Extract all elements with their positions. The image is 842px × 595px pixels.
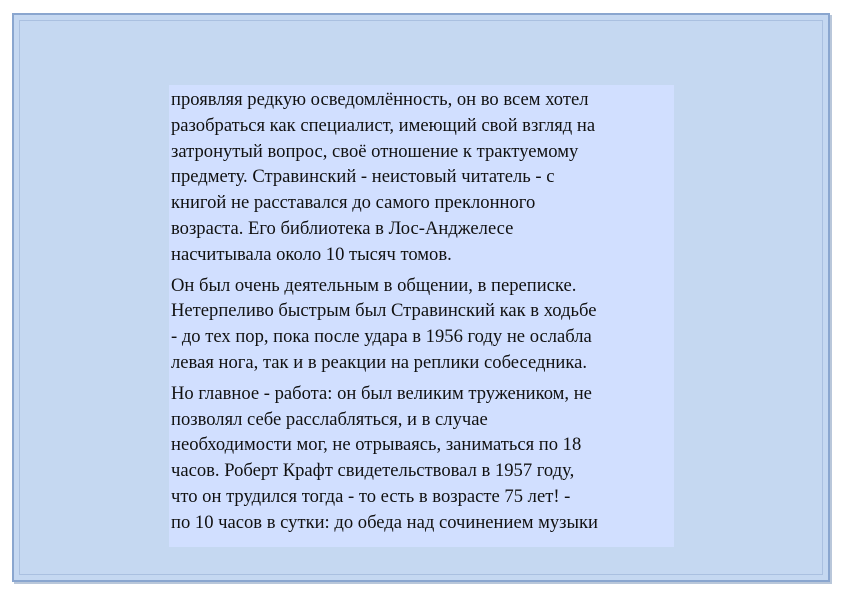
- text-line: возраста. Его библиотека в Лос-Анджелесе: [171, 217, 514, 239]
- text-line: разобраться как специалист, имеющий свой взгляд на: [171, 114, 596, 136]
- text-line: предмету. Стравинский - неистовый читатель - с: [171, 166, 555, 188]
- text-line: насчитывала около 10 тысяч томов.: [171, 243, 452, 265]
- text-line: левая нога, так и в реакции на реплики собеседника.: [171, 351, 588, 373]
- paragraph-2: [171, 273, 674, 376]
- text-line: что он трудился тогда - то есть в возрасте 75 лет! -: [171, 485, 571, 507]
- text-line: - до тех пор, пока после удара в 1956 году не ослабла: [171, 326, 592, 348]
- text-line: Но главное - работа: он был великим тружеником, не: [171, 382, 592, 404]
- text-line: проявляя редкую осведомлённость, он во всем хотел: [171, 89, 589, 110]
- text-line: Он был очень деятельным в общении, в переписке.: [171, 274, 577, 296]
- text-line: книгой не расставался до самого преклонного: [171, 192, 536, 214]
- text-line: необходимости мог, не отрываясь, заниматься по 18: [171, 434, 582, 456]
- text-line: затронутый вопрос, своё отношение к трактуемому: [171, 140, 579, 162]
- text-box: [169, 85, 674, 547]
- text-line: по 10 часов в сутки: до обеда над сочинением музыки: [171, 511, 599, 533]
- paragraph-1: [171, 87, 674, 268]
- text-line: Нетерпеливо быстрым был Стравинский как в ходьбе: [171, 300, 597, 322]
- text-line: позволял себе расслабляться, и в случае: [171, 408, 488, 430]
- text-line: часов. Роберт Крафт свидетельствовал в 1957 году,: [171, 460, 575, 482]
- paragraph-3: [171, 381, 674, 536]
